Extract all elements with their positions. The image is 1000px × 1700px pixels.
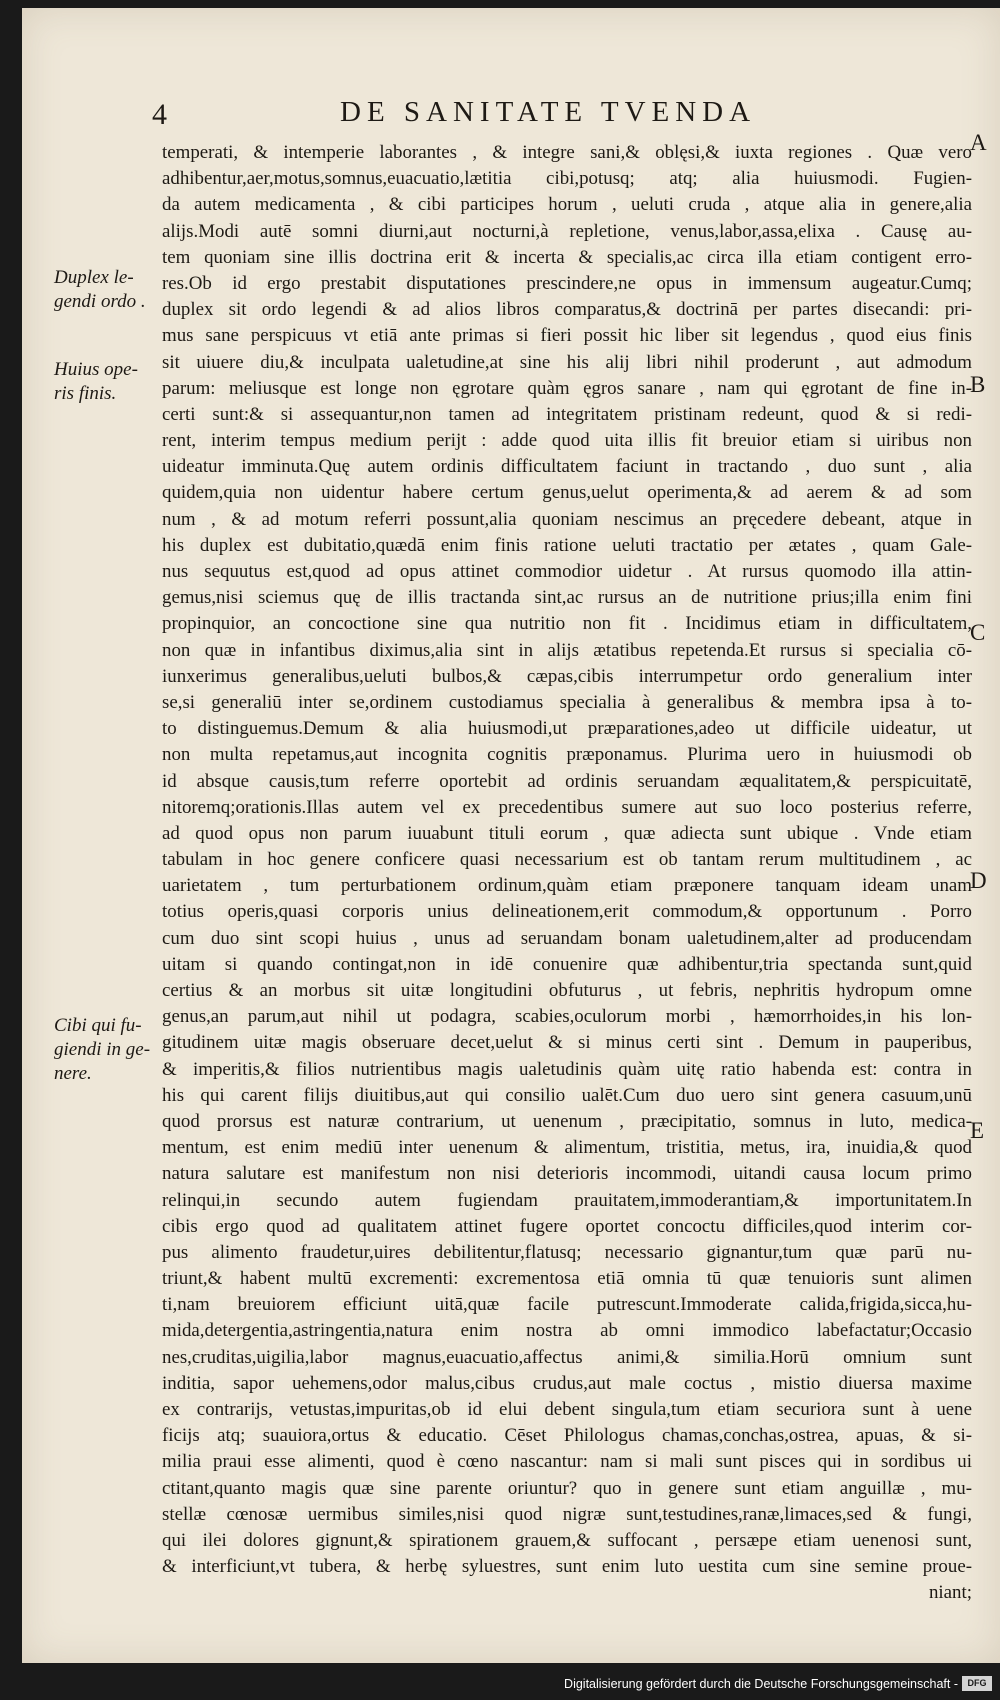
text-line: iunxerimus generalibus,ueluti bulbos,& cæpas,cibis interrumpetur ordo generalium inter — [162, 665, 972, 687]
text-line: mus sane perspicuus vt etiā ante primas si fieri possit hic liber sit legendus , quod eius finis — [162, 325, 972, 347]
text-line: genus,an parum,aut nihil ut podagra, scabies,oculorum morbi , hæmorrhoides,in his lon- — [162, 1006, 972, 1028]
main-text-block — [162, 140, 972, 1607]
text-line: natura salutare est manifestum non nisi deterioris incommodi, uitandi causa locum primo — [162, 1163, 972, 1185]
text-line: tem quoniam sine illis doctrina erit & incerta & specialis,ac circa illa etiam contigent erro- — [162, 246, 972, 268]
section-letter-e: E — [970, 1118, 985, 1143]
text-line: se,si generaliū inter se,ordinem custodiamus specialia à generalibus & membra ipsa à to- — [162, 691, 972, 713]
text-line: adhibentur,aer,motus,somnus,euacuatio,lætitia cibi,potusq; atq; alia huiusmodi. Fugien- — [162, 168, 972, 190]
text-line: ad quod opus non parum iuuabunt tituli eorum , quæ adiecta sunt ubique . Vnde etiam — [162, 822, 972, 844]
page-header — [22, 96, 1000, 136]
text-line: mentum, est enim mediū inter uenenum & alimentum, tristitia, metus, ira, inuidia,& quod — [162, 1137, 972, 1159]
text-line: temperati, & intemperie laborantes , & integre sani,& oblęsi,& iuxta regiones . Quæ vero — [162, 142, 972, 163]
marginal-note-line: Cibi qui fu- — [54, 1015, 142, 1036]
running-title: DE SANITATE TVENDA — [340, 96, 757, 128]
text-line: uitam si quando contingat,non in idē conuenire quæ adhibentur,tria spectanda sunt,quid — [162, 953, 972, 975]
text-line: nitoremq;orationis.Illas autem vel ex precedentibus sumere aut suo loco posterius referre, — [162, 796, 972, 818]
marginal-note-line: giendi in ge- — [54, 1039, 151, 1060]
text-line: qui ilei dolores gignunt,& spirationem grauem,& suffocant , persæpe etiam uenenosi sunt, — [162, 1529, 972, 1551]
text-line: & imperitis,& filios nutrientibus magis ualetudinis quàm uitę ratio habenda est: contra in — [162, 1058, 972, 1080]
section-letter-b: B — [970, 372, 986, 397]
text-line: pus alimento fraudetur,uires debilitentur,flatusq; necessario gignantur,tum quæ parū nu- — [162, 1241, 972, 1263]
text-line: gitudinem uitæ magis obseruare decet,uelut & si minus certi sint . Demum in pauperibus, — [162, 1032, 972, 1054]
text-line: nus sequutus est,quod ad opus attinet commodior uidetur . At rursus quomodo illa attin- — [162, 561, 972, 582]
text-line: certi sunt:& si assequantur,non tamen ad integritatem pristinam redeunt, quod & si redi- — [162, 403, 972, 425]
text-line: ti,nam breuiorem efficiunt uitā,quæ facile putrescunt.Immoderate calida,frigida,sicca,hu- — [162, 1294, 972, 1316]
text-line: totius operis,quasi corporis unius delineationem,erit commodum,& opportunum . Porro — [162, 901, 972, 923]
text-line: rent, interim tempus medium perijt : adde quod uita illis fit breuior etiam si uiribus non — [162, 430, 972, 452]
text-line: id absque causis,tum referre oportebit ad ordinis seruandam æqualitatem,& perspicuitatē, — [162, 770, 972, 792]
text-line: tabulam in hoc genere conficere quasi necessarium est ob tantam rerum multitudinem , ac — [162, 849, 972, 871]
text-line: stellæ cœnosæ uermibus similes,nisi quod nigræ sunt,testudines,ranæ,limaces,sed & fungi, — [162, 1503, 972, 1525]
page-number: 4 — [152, 98, 167, 131]
marginal-note-line: gendi ordo . — [54, 291, 146, 312]
text-line: cibis ergo quod ad qualitatem attinet fugere oportet concoctu difficiles,quod interim cor- — [162, 1215, 972, 1237]
text-line: sit uiuere diu,& inculpata ualetudine,at sine his alij libri nihil proderunt , aut admodum — [162, 351, 972, 373]
marginal-note-cibi-qui-fugiendi — [54, 1014, 150, 1086]
text-line: non quæ in infantibus diximus,alia sint in alijs ætatibus repetenda.Et rursus si specialia cō- — [162, 639, 972, 661]
marginal-note-line: ris finis. — [54, 383, 117, 404]
text-line: quidem,quia non uidentur habere certum genus,uelut operimenta,& ad aerem & ad som — [162, 482, 972, 504]
text-line: da autem medicamenta , & cibi participes horum , ueluti cruda , atque alia in genere,alia — [162, 194, 972, 216]
text-line: certius & an morbus sit uitæ longitudini obfuturus , ut febris, nephritis hydropum omne — [162, 980, 972, 1001]
text-line: triunt,& habent multū excrementi: excrementosa etiā omnia tū quæ tenuioris sunt alimen — [162, 1268, 972, 1290]
text-line: milia praui esse alimenti, quod è cœno nascantur: nam si mali sunt pisces qui in sordibus ui — [162, 1451, 972, 1473]
section-letter-a: A — [970, 130, 987, 155]
marginal-note-huius-operis-finis — [54, 358, 138, 406]
text-line: ctitant,quanto magis quæ sine parente oriuntur? quo in genere sunt etiam anguillæ , mu- — [162, 1477, 972, 1499]
text-line: uideatur imminuta.Quę autem ordinis difficultatem faciunt in tractando , duo sunt , alia — [162, 456, 972, 478]
text-line: cum duo sint scopi huius , unus ad seruandam bonam ualetudinem,alter ad producendam — [162, 927, 972, 949]
marginal-note-line: nere. — [54, 1063, 92, 1084]
text-line: relinqui,in secundo autem fugiendam prauitatem,immoderantiam,& importunitatem.In — [162, 1189, 972, 1211]
text-line: parum: meliusque est longe non ęgrotare quàm ęgros sanare , nam qui ęgrotant de fine in- — [162, 377, 972, 399]
text-line: mida,detergentia,astringentia,natura enim nostra ab omni immodico labefactatur;Occasio — [162, 1320, 972, 1342]
text-line: inditia, sapor uehemens,odor malus,cibus crudus,aut male coctus , mistio diuersa maxime — [162, 1372, 972, 1394]
text-line: niant; — [928, 1582, 972, 1604]
text-line: nes,cruditas,uigilia,labor magnus,euacuatio,affectus animi,& similia.Horū omnium sunt — [162, 1346, 972, 1368]
text-line: ex contrarijs, vetustas,impuritas,ob id elui debent singula,tum etiam securiora sunt à uene — [162, 1399, 972, 1420]
marginal-note-duplex-legendi-ordo — [54, 266, 146, 314]
text-line: ficijs atq; suauiora,ortus & educatio. Cēset Philologus chamas,conchas,ostrea, apuas, & si- — [162, 1425, 972, 1447]
text-line: his duplex est dubitatio,quædā enim finis ratione ueluti tractatio per ætates , quam Gale- — [162, 534, 972, 556]
footer-credit-text: Digitalisierung gefördert durch die Deutsche Forschungsgemeinschaft - — [564, 1677, 958, 1691]
marginal-note-line: Huius ope- — [54, 359, 138, 380]
digitization-footer — [0, 1672, 1000, 1696]
text-line: & interficiunt,vt tubera, & herbę syluestres, sunt enim luto uestita cum sine semine proue- — [162, 1556, 972, 1578]
text-line: uarietatem , tum perturbationem ordinum,quàm etiam præponere tanquam ideam unam — [162, 875, 972, 897]
text-line: to distinguemus.Demum & alia huiusmodi,ut præparationes,adeo ut difficile uideatur, ut — [162, 718, 972, 740]
text-line: duplex sit ordo legendi & ad alios libros comparatus,& doctrinā per partes disecandi: pri- — [162, 299, 972, 321]
text-line: quod prorsus est naturæ contrarium, ut uenenum , præcipitatio, somnus in luto, medica- — [162, 1110, 972, 1132]
text-line: his qui carent filijs diuitibus,aut qui consilio ualēt.Cum duo uero sint genera casuum,unū — [162, 1084, 972, 1106]
dfg-logo: DFG — [962, 1676, 992, 1691]
text-line: res.Ob id ergo prestabit disputationes prescindere,ne opus in immensum augeatur.Cumq; — [162, 272, 972, 294]
marginal-note-line: Duplex le- — [54, 267, 134, 288]
section-letter-d: D — [970, 868, 987, 893]
book-page — [22, 8, 1000, 1663]
section-letter-c: C — [970, 620, 986, 645]
text-line: gemus,nisi sciemus quę de illis tractanda sint,ac rursus an de nutritione prius;illa enim fini — [162, 587, 972, 609]
text-line: non multa repetamus,aut incognita cognitis præponamus. Plurima uero in huiusmodi ob — [162, 744, 972, 766]
text-line: propinquior, an concoctione sine qua nutritio non fit . Incidimus etiam in difficultatem, — [162, 613, 972, 635]
text-line: num , & ad motum referri possunt,alia quoniam nescimus an pręcedere debeant, atque in — [162, 508, 972, 530]
text-line: alijs.Modi autē somni diurni,aut nocturni,à repletione, venus,labor,assa,elixa . Causę au- — [162, 220, 972, 242]
